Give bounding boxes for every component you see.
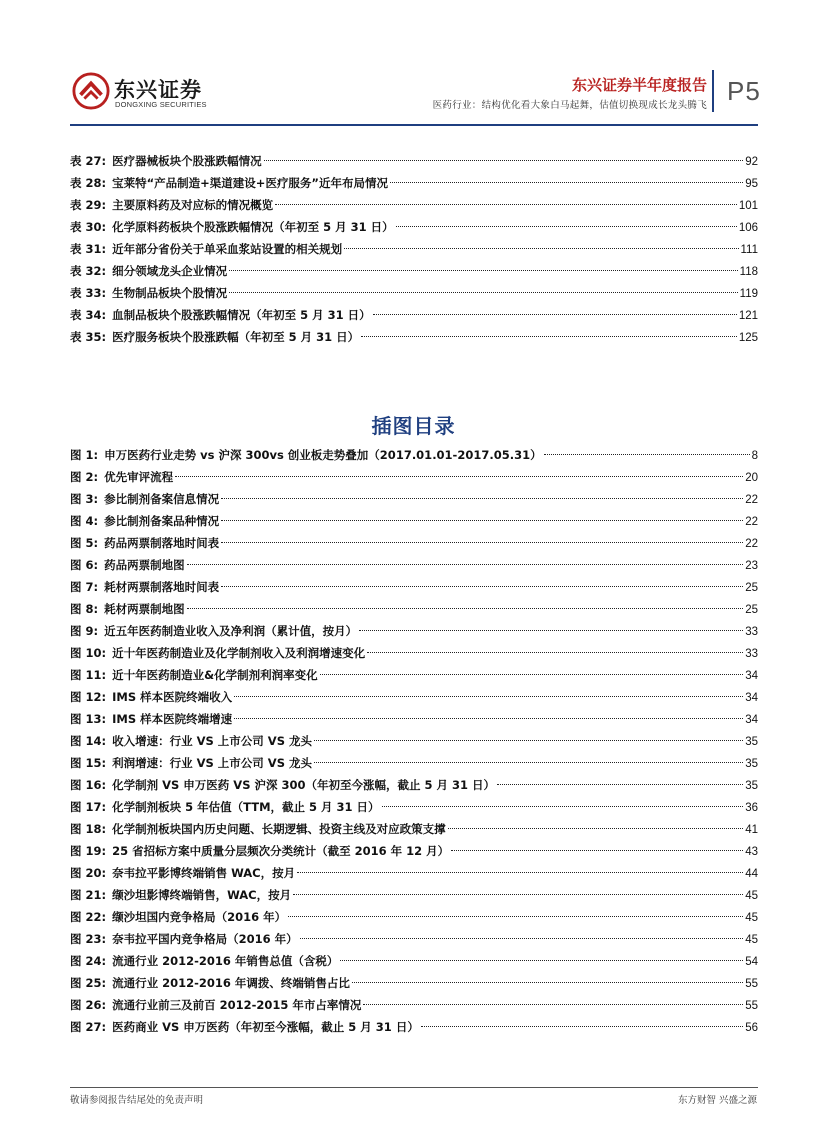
toc-entry-id: 图 25: bbox=[70, 976, 107, 990]
toc-entry-page: 56 bbox=[745, 1022, 758, 1034]
toc-entry-id: 图 13: bbox=[70, 712, 107, 726]
toc-entry-page: 34 bbox=[745, 692, 758, 704]
toc-entry-id: 图 27: bbox=[70, 1020, 107, 1034]
toc-entry-title: 参比制剂备案信息情况 bbox=[104, 492, 220, 506]
toc-entry-id: 图 15: bbox=[70, 756, 107, 770]
toc-entry-id: 图 4: bbox=[70, 514, 99, 528]
toc-leader-dots bbox=[293, 894, 743, 895]
toc-entry-title: 耗材两票制落地时间表 bbox=[104, 580, 220, 594]
toc-entry-page: 25 bbox=[745, 604, 758, 616]
toc-leader-dots bbox=[363, 1004, 743, 1005]
footer-slogan: 东方财智 兴盛之源 bbox=[677, 1095, 757, 1106]
toc-leader-dots bbox=[288, 916, 743, 917]
toc-entry-page: 34 bbox=[745, 670, 758, 682]
toc-entry-title: 奈韦拉平国内竞争格局（2016 年） bbox=[112, 932, 298, 946]
toc-entry-id: 表 30: bbox=[70, 220, 107, 234]
figure-toc-entry[interactable] bbox=[70, 686, 758, 708]
toc-entry-id: 图 7: bbox=[70, 580, 99, 594]
toc-entry-title: 近十年医药制造业&化学制剂利润率变化 bbox=[112, 668, 318, 682]
toc-leader-dots bbox=[361, 336, 737, 337]
figure-toc-entry[interactable] bbox=[70, 884, 758, 906]
toc-entry-page: 35 bbox=[745, 736, 758, 748]
figures-toc-heading: 插图目录 bbox=[371, 414, 456, 438]
toc-entry-title: 利润增速：行业 VS 上市公司 VS 龙头 bbox=[112, 756, 312, 770]
toc-entry-title: 生物制品板块个股情况 bbox=[112, 286, 228, 300]
toc-entry-title: 流通行业 2012-2016 年调拨、终端销售占比 bbox=[112, 976, 350, 990]
dongxing-logo-icon bbox=[72, 72, 110, 110]
toc-leader-dots bbox=[221, 542, 743, 543]
figure-toc-entry[interactable] bbox=[70, 730, 758, 752]
toc-entry-title: 医药商业 VS 申万医药（年初至今涨幅，截止 5 月 31 日） bbox=[112, 1020, 419, 1034]
toc-entry-title: 血制品板块个股涨跌幅情况（年初至 5 月 31 日） bbox=[112, 308, 371, 322]
figure-toc-entry[interactable] bbox=[70, 488, 758, 510]
page-header bbox=[0, 0, 827, 125]
toc-entry-id: 图 8: bbox=[70, 602, 99, 616]
toc-leader-dots bbox=[187, 564, 744, 565]
figure-toc-entry[interactable] bbox=[70, 576, 758, 598]
table-toc-entry[interactable] bbox=[70, 260, 758, 282]
toc-entry-title: 医疗器械板块个股涨跌幅情况 bbox=[112, 154, 262, 168]
toc-entry-page: 25 bbox=[745, 582, 758, 594]
table-toc-entry[interactable] bbox=[70, 172, 758, 194]
toc-leader-dots bbox=[373, 314, 737, 315]
toc-entry-page: 22 bbox=[745, 494, 758, 506]
toc-entry-id: 表 27: bbox=[70, 154, 107, 168]
toc-entry-title: IMS 样本医院终端收入 bbox=[112, 690, 233, 704]
toc-leader-dots bbox=[175, 476, 743, 477]
toc-entry-id: 图 19: bbox=[70, 844, 107, 858]
figure-toc-entry[interactable] bbox=[70, 928, 758, 950]
toc-entry-title: 近年部分省份关于单采血浆站设置的相关规划 bbox=[112, 242, 343, 256]
table-toc-entry[interactable] bbox=[70, 216, 758, 238]
header-rule bbox=[70, 124, 758, 126]
toc-entry-page: 35 bbox=[745, 780, 758, 792]
toc-entry-title: 优先审评流程 bbox=[104, 470, 174, 484]
toc-entry-page: 34 bbox=[745, 714, 758, 726]
toc-entry-page: 20 bbox=[745, 472, 758, 484]
toc-leader-dots bbox=[229, 292, 738, 293]
toc-entry-title: 奈韦拉平影博终端销售 WAC，按月 bbox=[112, 866, 296, 880]
toc-leader-dots bbox=[314, 762, 743, 763]
figure-toc-entry[interactable] bbox=[70, 642, 758, 664]
toc-leader-dots bbox=[300, 938, 744, 939]
toc-entry-id: 图 10: bbox=[70, 646, 107, 660]
toc-leader-dots bbox=[497, 784, 743, 785]
toc-entry-title: 参比制剂备案品种情况 bbox=[104, 514, 220, 528]
toc-entry-title: 细分领域龙头企业情况 bbox=[112, 264, 228, 278]
toc-entry-id: 表 29: bbox=[70, 198, 107, 212]
company-name-cn: 东兴证券 bbox=[114, 78, 202, 102]
toc-entry-page: 106 bbox=[738, 222, 758, 234]
toc-entry-page: 23 bbox=[745, 560, 758, 572]
toc-entry-title: 医疗服务板块个股涨跌幅（年初至 5 月 31 日） bbox=[112, 330, 360, 344]
toc-entry-title: 25 省招标方案中质量分层频次分类统计（截至 2016 年 12 月） bbox=[112, 844, 450, 858]
toc-leader-dots bbox=[367, 652, 743, 653]
toc-entry-page: 55 bbox=[745, 978, 758, 990]
toc-entry-title: 药品两票制地图 bbox=[104, 558, 185, 572]
toc-entry-page: 125 bbox=[738, 332, 758, 344]
report-subtitle: 医药行业：结构优化看大象白马起舞，估值切换现成长龙头腾飞 bbox=[432, 100, 707, 111]
toc-entry-title: 化学制剂板块 5 年估值（TTM，截止 5 月 31 日） bbox=[112, 800, 380, 814]
toc-entry-page: 119 bbox=[739, 288, 758, 300]
toc-entry-page: 118 bbox=[739, 266, 758, 278]
toc-entry-id: 图 3: bbox=[70, 492, 99, 506]
toc-entry-page: 45 bbox=[745, 912, 758, 924]
figure-toc-entry[interactable] bbox=[70, 598, 758, 620]
toc-entry-page: 33 bbox=[745, 626, 758, 638]
toc-entry-title: 化学原料药板块个股涨跌幅情况（年初至 5 月 31 日） bbox=[112, 220, 394, 234]
toc-leader-dots bbox=[390, 182, 743, 183]
figure-toc-entry[interactable] bbox=[70, 466, 758, 488]
toc-entry-title: 缬沙坦影博终端销售，WAC，按月 bbox=[112, 888, 292, 902]
toc-leader-dots bbox=[344, 248, 738, 249]
report-title: 东兴证券半年度报告 bbox=[571, 76, 707, 94]
toc-entry-page: 101 bbox=[738, 200, 758, 212]
toc-entry-title: 近五年医药制造业收入及净利润（累计值，按月） bbox=[104, 624, 358, 638]
table-toc-entry[interactable] bbox=[70, 282, 758, 304]
toc-entry-id: 图 23: bbox=[70, 932, 107, 946]
figure-toc-entry[interactable] bbox=[70, 554, 758, 576]
toc-leader-dots bbox=[234, 718, 743, 719]
toc-entry-page: 22 bbox=[745, 516, 758, 528]
toc-entry-title: 化学制剂板块国内历史问题、长期逻辑、投资主线及对应政策支撑 bbox=[112, 822, 446, 836]
toc-entry-page: 8 bbox=[751, 450, 758, 462]
toc-entry-id: 图 2: bbox=[70, 470, 99, 484]
toc-entry-title: 化学制剂 VS 申万医药 VS 沪深 300（年初至今涨幅，截止 5 月 31 日） bbox=[112, 778, 496, 792]
toc-entry-page: 95 bbox=[745, 178, 758, 190]
table-toc-entry[interactable] bbox=[70, 238, 758, 260]
toc-entry-title: IMS 样本医院终端增速 bbox=[112, 712, 233, 726]
figure-toc-entry[interactable] bbox=[70, 1016, 758, 1038]
figure-toc-entry[interactable] bbox=[70, 774, 758, 796]
toc-entry-page: 43 bbox=[745, 846, 758, 858]
table-toc-entry[interactable] bbox=[70, 194, 758, 216]
toc-entry-title: 近十年医药制造业及化学制剂收入及利润增速变化 bbox=[112, 646, 366, 660]
figure-toc-entry[interactable] bbox=[70, 994, 758, 1016]
toc-entry-id: 图 18: bbox=[70, 822, 107, 836]
toc-entry-id: 图 16: bbox=[70, 778, 107, 792]
figure-toc-entry[interactable] bbox=[70, 752, 758, 774]
toc-entry-title: 流通行业前三及前百 2012-2015 年市占率情况 bbox=[112, 998, 362, 1012]
toc-leader-dots bbox=[544, 454, 750, 455]
toc-entry-page: 45 bbox=[745, 890, 758, 902]
toc-leader-dots bbox=[352, 982, 743, 983]
footer-disclaimer: 敬请参阅报告结尾处的免责声明 bbox=[70, 1095, 204, 1106]
toc-entry-id: 图 11: bbox=[70, 668, 107, 682]
toc-entry-title: 流通行业 2012-2016 年销售总值（含税） bbox=[112, 954, 339, 968]
figure-toc-entry[interactable] bbox=[70, 862, 758, 884]
toc-leader-dots bbox=[221, 586, 743, 587]
toc-entry-page: 45 bbox=[745, 934, 758, 946]
figure-toc-entry[interactable] bbox=[70, 664, 758, 686]
toc-entry-page: 41 bbox=[745, 824, 758, 836]
figure-toc-entry[interactable] bbox=[70, 950, 758, 972]
toc-entry-id: 表 28: bbox=[70, 176, 107, 190]
toc-entry-title: 耗材两票制地图 bbox=[104, 602, 185, 616]
toc-leader-dots bbox=[221, 520, 743, 521]
tables-toc bbox=[70, 150, 758, 348]
toc-entry-title: 宝莱特“产品制造+渠道建设+医疗服务”近年布局情况 bbox=[112, 176, 388, 190]
toc-leader-dots bbox=[314, 740, 743, 741]
toc-entry-page: 44 bbox=[745, 868, 758, 880]
toc-entry-title: 收入增速：行业 VS 上市公司 VS 龙头 bbox=[112, 734, 312, 748]
toc-entry-id: 表 33: bbox=[70, 286, 107, 300]
toc-entry-page: 33 bbox=[745, 648, 758, 660]
toc-leader-dots bbox=[382, 806, 744, 807]
toc-entry-title: 申万医药行业走势 vs 沪深 300vs 创业板走势叠加（2017.01.01-2017.05.31） bbox=[104, 448, 542, 462]
toc-entry-page: 111 bbox=[740, 244, 758, 256]
toc-entry-title: 药品两票制落地时间表 bbox=[104, 536, 220, 550]
figure-toc-entry[interactable] bbox=[70, 708, 758, 730]
figure-toc-entry[interactable] bbox=[70, 972, 758, 994]
toc-entry-id: 图 24: bbox=[70, 954, 107, 968]
toc-leader-dots bbox=[187, 608, 744, 609]
toc-leader-dots bbox=[229, 270, 738, 271]
table-toc-entry[interactable] bbox=[70, 304, 758, 326]
figure-toc-entry[interactable] bbox=[70, 510, 758, 532]
toc-entry-id: 图 20: bbox=[70, 866, 107, 880]
toc-entry-id: 图 22: bbox=[70, 910, 107, 924]
toc-leader-dots bbox=[297, 872, 743, 873]
toc-entry-id: 图 17: bbox=[70, 800, 107, 814]
toc-entry-id: 图 21: bbox=[70, 888, 107, 902]
toc-entry-id: 表 32: bbox=[70, 264, 107, 278]
footer-rule bbox=[70, 1087, 758, 1088]
toc-leader-dots bbox=[396, 226, 737, 227]
toc-leader-dots bbox=[421, 1026, 743, 1027]
toc-leader-dots bbox=[234, 696, 743, 697]
toc-entry-id: 图 9: bbox=[70, 624, 99, 638]
toc-entry-id: 图 6: bbox=[70, 558, 99, 572]
page-number: P5 bbox=[727, 76, 761, 106]
figure-toc-entry[interactable] bbox=[70, 906, 758, 928]
toc-leader-dots bbox=[359, 630, 743, 631]
figure-toc-entry[interactable] bbox=[70, 620, 758, 642]
toc-entry-page: 55 bbox=[745, 1000, 758, 1012]
toc-entry-page: 92 bbox=[745, 156, 758, 168]
toc-entry-id: 图 1: bbox=[70, 448, 99, 462]
toc-entry-title: 主要原料药及对应标的情况概览 bbox=[112, 198, 274, 212]
toc-entry-id: 表 31: bbox=[70, 242, 107, 256]
toc-entry-page: 22 bbox=[745, 538, 758, 550]
toc-leader-dots bbox=[340, 960, 743, 961]
figure-toc-entry[interactable] bbox=[70, 532, 758, 554]
toc-entry-id: 表 35: bbox=[70, 330, 107, 344]
toc-leader-dots bbox=[275, 204, 737, 205]
toc-entry-page: 54 bbox=[745, 956, 758, 968]
toc-entry-id: 表 34: bbox=[70, 308, 107, 322]
table-toc-entry[interactable] bbox=[70, 150, 758, 172]
company-name-en: DONGXING SECURITIES bbox=[115, 100, 207, 109]
figure-toc-entry[interactable] bbox=[70, 444, 758, 466]
toc-entry-page: 36 bbox=[745, 802, 758, 814]
table-toc-entry[interactable] bbox=[70, 326, 758, 348]
toc-leader-dots bbox=[448, 828, 744, 829]
toc-entry-page: 35 bbox=[745, 758, 758, 770]
toc-entry-id: 图 26: bbox=[70, 998, 107, 1012]
toc-entry-id: 图 14: bbox=[70, 734, 107, 748]
toc-leader-dots bbox=[221, 498, 743, 499]
toc-leader-dots bbox=[320, 674, 744, 675]
toc-entry-id: 图 12: bbox=[70, 690, 107, 704]
toc-leader-dots bbox=[451, 850, 743, 851]
figures-toc bbox=[70, 444, 758, 1038]
toc-entry-title: 缬沙坦国内竞争格局（2016 年） bbox=[112, 910, 287, 924]
header-divider bbox=[712, 70, 714, 112]
toc-entry-id: 图 5: bbox=[70, 536, 99, 550]
figure-toc-entry[interactable] bbox=[70, 840, 758, 862]
toc-entry-page: 121 bbox=[738, 310, 758, 322]
figure-toc-entry[interactable] bbox=[70, 818, 758, 840]
toc-leader-dots bbox=[264, 160, 744, 161]
figure-toc-entry[interactable] bbox=[70, 796, 758, 818]
